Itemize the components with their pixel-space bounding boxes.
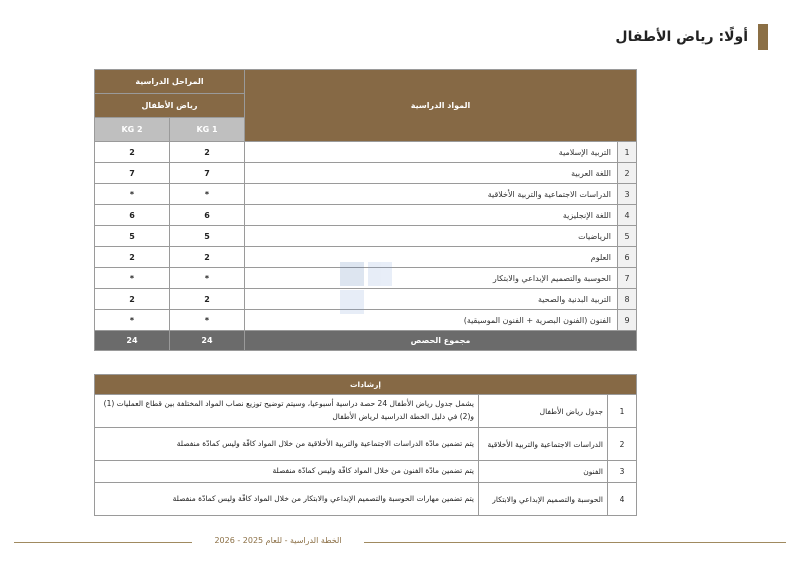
guidance-label: الدراسات الاجتماعية والتربية الأخلاقية — [479, 428, 608, 461]
row-number: 1 — [618, 142, 637, 163]
guidance-text: يشمل جدول رياض الأطفال 24 حصة دراسية أسبوعيا، وسيتم توضيح توزيع نصاب المواد المختلفة بين قطاع العمليات (1) و(2) في دليل الخطة الدراسية لرياض الأطفال — [95, 395, 479, 428]
kg1-header: KG 1 — [170, 118, 245, 142]
guidance-label: جدول رياض الأطفال — [479, 395, 608, 428]
kg1-value: * — [170, 268, 245, 289]
stages-header: المراحل الدراسية — [95, 70, 245, 94]
kg1-value: 2 — [170, 142, 245, 163]
table-row — [95, 184, 637, 205]
table-row — [95, 205, 637, 226]
table-row — [95, 226, 637, 247]
total-row — [95, 331, 637, 351]
subject-name: اللغة الإنجليزية — [245, 205, 618, 226]
total-label: مجموع الحصص — [245, 331, 637, 351]
total-kg2: 24 — [95, 331, 170, 351]
kg2-header: KG 2 — [95, 118, 170, 142]
kg1-value: * — [170, 310, 245, 331]
footer-line-left — [14, 542, 192, 543]
kg2-value: 2 — [95, 289, 170, 310]
guidance-number: 4 — [608, 483, 637, 516]
footer-text: الخطة الدراسية - للعام 2025 - 2026 — [214, 536, 342, 545]
level-header: رياض الأطفال — [95, 94, 245, 118]
guidance-label: الفنون — [479, 461, 608, 483]
kg2-value: 2 — [95, 142, 170, 163]
kg1-value: 6 — [170, 205, 245, 226]
kg2-value: 5 — [95, 226, 170, 247]
kg2-value: 7 — [95, 163, 170, 184]
subject-name: الرياضيات — [245, 226, 618, 247]
table-row — [95, 142, 637, 163]
kg1-value: 7 — [170, 163, 245, 184]
kg1-value: * — [170, 184, 245, 205]
kg1-value: 2 — [170, 247, 245, 268]
subject-name: الفنون (الفنون البصرية + الفنون الموسيقية) — [245, 310, 618, 331]
row-number: 6 — [618, 247, 637, 268]
subject-name: الحوسبة والتصميم الإبداعي والابتكار — [245, 268, 618, 289]
guidance-table — [94, 374, 637, 516]
row-number: 9 — [618, 310, 637, 331]
kg1-value: 5 — [170, 226, 245, 247]
kg2-value: 6 — [95, 205, 170, 226]
guidance-text: يتم تضمين مادّة الدراسات الاجتماعية والتربية الأخلاقية من خلال المواد كافّة وليس كمادّة منفصلة — [95, 428, 479, 461]
total-kg1: 24 — [170, 331, 245, 351]
kg2-value: 2 — [95, 247, 170, 268]
row-number: 3 — [618, 184, 637, 205]
subject-name: الدراسات الاجتماعية والتربية الأخلاقية — [245, 184, 618, 205]
title-accent-bar — [758, 24, 768, 50]
guidance-row — [95, 483, 637, 516]
row-number: 4 — [618, 205, 637, 226]
row-number: 2 — [618, 163, 637, 184]
guidance-text: يتم تضمين مادّة الفنون من خلال المواد كافّة وليس كمادّة منفصلة — [95, 461, 479, 483]
footer-line-right — [364, 542, 786, 543]
row-number: 8 — [618, 289, 637, 310]
subject-name: التربية الإسلامية — [245, 142, 618, 163]
kg2-value: * — [95, 268, 170, 289]
page-title: أولًا: رياض الأطفال — [615, 29, 748, 45]
kg2-value: * — [95, 184, 170, 205]
guidance-header: إرشادات — [95, 375, 637, 395]
subject-name: التربية البدنية والصحية — [245, 289, 618, 310]
subjects-header: المواد الدراسية — [245, 70, 637, 142]
subject-name: العلوم — [245, 247, 618, 268]
row-number: 7 — [618, 268, 637, 289]
table-row — [95, 163, 637, 184]
guidance-row — [95, 428, 637, 461]
page-footer — [0, 535, 800, 551]
kg2-value: * — [95, 310, 170, 331]
subject-name: اللغة العربية — [245, 163, 618, 184]
watermark-logo — [340, 262, 420, 332]
kg1-value: 2 — [170, 289, 245, 310]
guidance-number: 3 — [608, 461, 637, 483]
guidance-row — [95, 395, 637, 428]
guidance-number: 2 — [608, 428, 637, 461]
page-title-block — [615, 24, 768, 50]
guidance-row — [95, 461, 637, 483]
row-number: 5 — [618, 226, 637, 247]
guidance-number: 1 — [608, 395, 637, 428]
guidance-text: يتم تضمين مهارات الحوسبة والتصميم الإبداعي والابتكار من خلال المواد كافّة وليس كمادّة منفصلة — [95, 483, 479, 516]
guidance-label: الحوسبة والتصميم الإبداعي والابتكار — [479, 483, 608, 516]
